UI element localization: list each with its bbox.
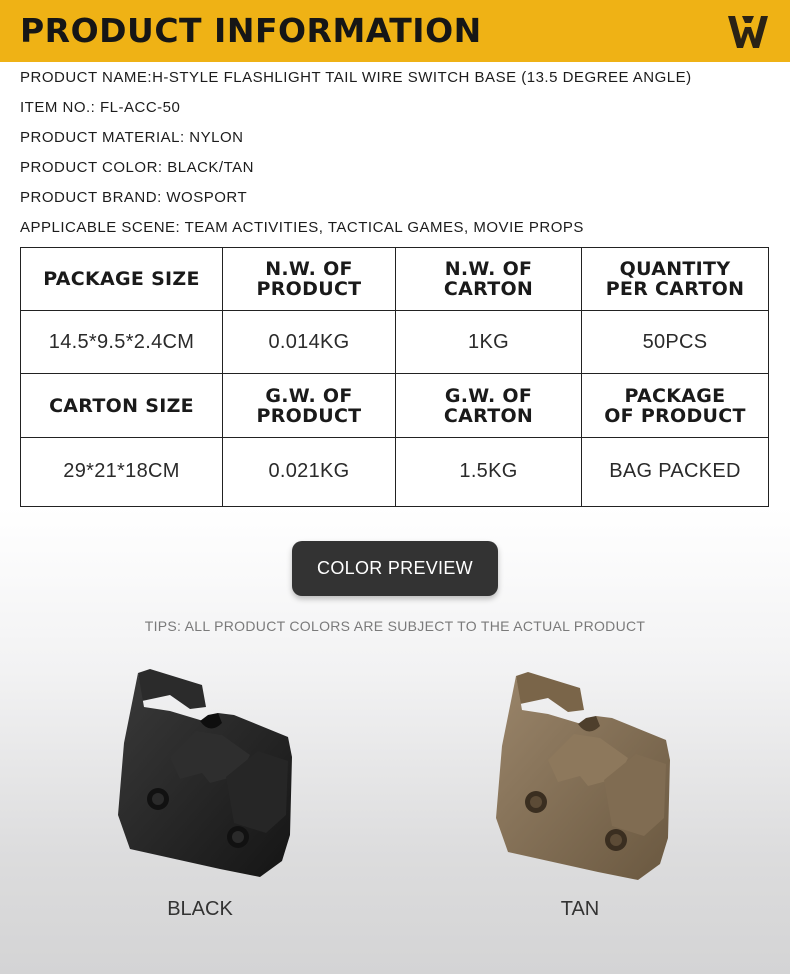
table-value-cell: 29*21*18CM	[21, 437, 223, 506]
black-switch-base-image	[110, 665, 300, 880]
table-header-cell: PACKAGE SIZE	[21, 248, 223, 311]
spec-table	[20, 247, 769, 507]
table-row	[21, 311, 769, 374]
table-value-cell: 50PCS	[582, 311, 769, 374]
page-title: PRODUCT INFORMATION	[20, 11, 482, 50]
item-number-line: ITEM NO.: FL-ACC-50	[20, 99, 181, 116]
table-header-cell: QUANTITY PER CARTON	[582, 248, 769, 311]
table-value-cell: 1.5KG	[396, 437, 582, 506]
tan-variant-label: TAN	[560, 898, 600, 920]
product-color-line: PRODUCT COLOR: BLACK/TAN	[20, 159, 254, 176]
table-value-cell: 1KG	[396, 311, 582, 374]
table-value-cell: 14.5*9.5*2.4CM	[21, 311, 223, 374]
table-header-cell: G.W. OF PRODUCT	[223, 374, 396, 437]
product-material-line: PRODUCT MATERIAL: NYLON	[20, 129, 244, 146]
applicable-scene-line: APPLICABLE SCENE: TEAM ACTIVITIES, TACTICAL GAMES, MOVIE PROPS	[20, 219, 584, 236]
table-value-cell: BAG PACKED	[582, 437, 769, 506]
wosport-w-logo-icon	[726, 13, 770, 51]
table-value-cell: 0.014KG	[223, 311, 396, 374]
table-header-cell: CARTON SIZE	[21, 374, 223, 437]
black-variant-label: BLACK	[167, 898, 233, 920]
table-header-cell: G.W. OF CARTON	[396, 374, 582, 437]
product-brand-line: PRODUCT BRAND: WOSPORT	[20, 189, 248, 206]
table-row	[21, 248, 769, 311]
table-row	[21, 374, 769, 437]
product-info-list	[20, 62, 780, 242]
tan-switch-base-image	[488, 668, 678, 883]
product-name-line: PRODUCT NAME:H-STYLE FLASHLIGHT TAIL WIRE SWITCH BASE (13.5 DEGREE ANGLE)	[20, 69, 692, 86]
table-header-cell: N.W. OF PRODUCT	[223, 248, 396, 311]
color-preview-button[interactable]: COLOR PREVIEW	[292, 541, 498, 596]
table-row	[21, 437, 769, 506]
table-header-cell: PACKAGE OF PRODUCT	[582, 374, 769, 437]
color-tips-text: TIPS: ALL PRODUCT COLORS ARE SUBJECT TO THE ACTUAL PRODUCT	[144, 618, 646, 634]
table-value-cell: 0.021KG	[223, 437, 396, 506]
table-header-cell: N.W. OF CARTON	[396, 248, 582, 311]
header-banner	[0, 0, 790, 62]
